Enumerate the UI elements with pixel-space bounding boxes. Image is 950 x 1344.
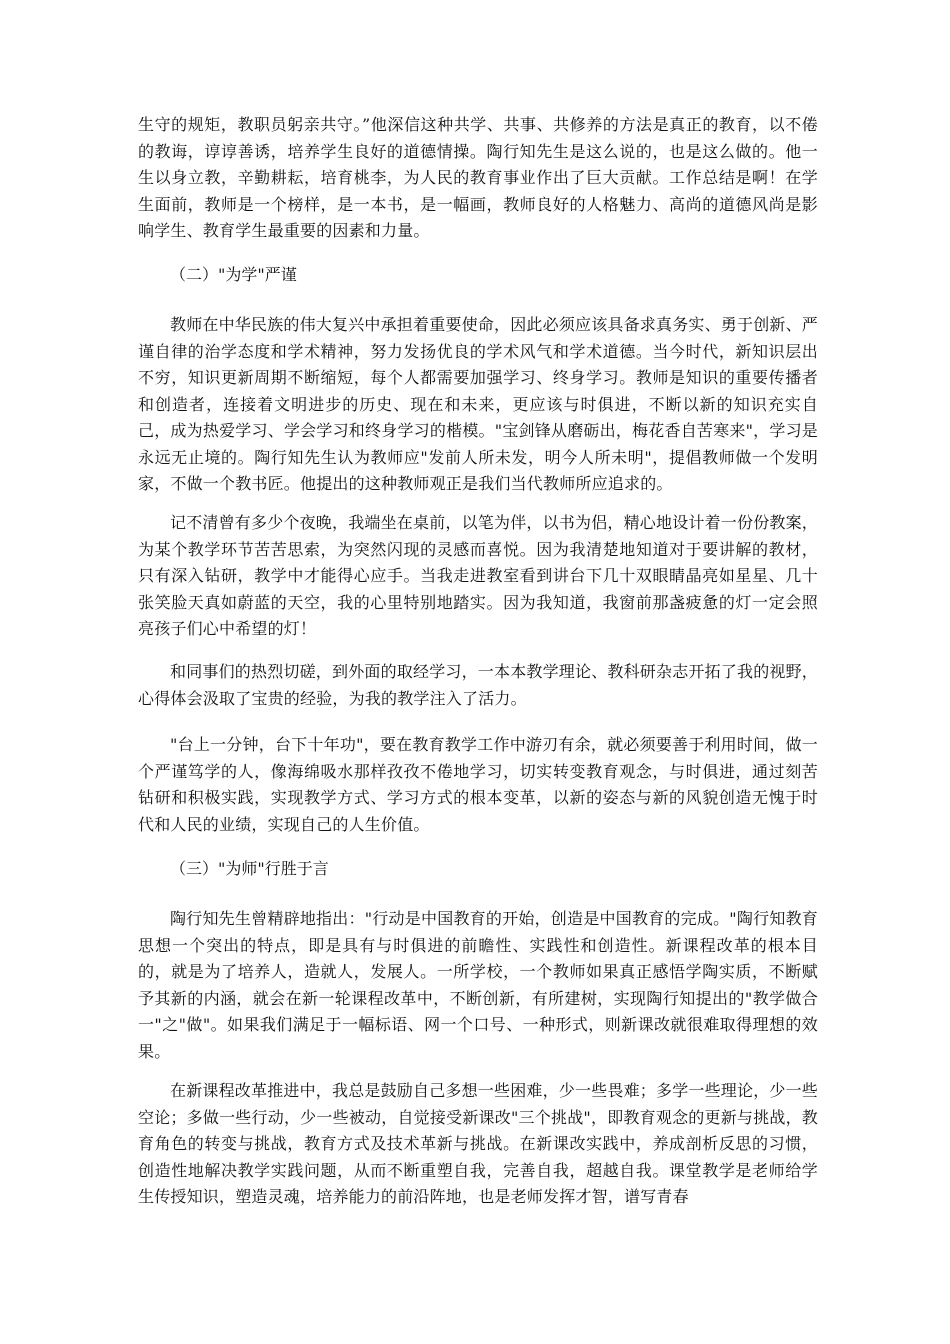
paragraph-2a: 教师在中华民族的伟大复兴中承担着重要使命，因此必须应该具备求真务实、勇于创新、严谨自律的治学态度和学术精神，努力发扬优良的学术风气和学术道德。当今时代，新知识层出不穷，知识更新周期不断缩短，每个人都需要加强学习、终身学习。教师是知识的重要传播者和创造者，连接着文明进步的历史、现在和未来，更应该与时俱进，不断以新的知识充实自己，成为热爱学习、学会学习和终身学习的楷模。"宝剑锋从磨砺出，梅花香自苦寒来"，学习是永远无止境的。陶行知先生认为教师应"发前人所未发，明今人所未明"，提倡教师做一个发明家，不做一个教书匠。他提出的这种教师观正是我们当代教师所应追求的。 [138, 315, 819, 493]
section-heading-3: （三）"为师"行胜于言 [170, 859, 329, 878]
section-heading-2: （二）"为学"严谨 [170, 265, 297, 284]
paragraph-3b: 在新课程改革推进中，我总是鼓励自己多想一些困难，少一些畏难；多学一些理论，少一些空论；多做一些行动，少一些被动，自觉接受新课改"三个挑战"，即教育观念的更新与挑战，教育角色的转变与挑战，教育方式及技术革新与挑战。在新课改实践中，养成剖析反思的习惯，创造性地解决教学实践问题，从而不断重塑自我，完善自我，超越自我。课堂教学是老师给学生传授知识，塑造灵魂，培养能力的前沿阵地，也是老师发挥才智，谱写青春 [138, 1081, 819, 1206]
paragraph-3a: 陶行知先生曾精辟地指出："行动是中国教育的开始，创造是中国教育的完成。"陶行知教育思想一个突出的特点，即是具有与时俱进的前瞻性、实践性和创造性。新课程改革的根本目的，就是为了培养人，造就人，发展人。一所学校，一个教师如果真正感悟学陶实质，不断赋予其新的内涵，就会在新一轮课程改革中，不断创新，有所建树，实现陶行知提出的"教学做合一"之"做"。如果我们满足于一幅标语、网一个口号、一种形式，则新课改就很难取得理想的效果。 [138, 909, 818, 1061]
paragraph-2d: "台上一分钟，台下十年功"，要在教育教学工作中游刃有余，就必须要善于利用时间，做一个严谨笃学的人，像海绵吸水那样孜孜不倦地学习，切实转变教育观念，与时俱进，通过刻苦钻研和积极实践，实现教学方式、学习方式的根本变革，以新的姿态与新的风貌创造无愧于时代和人民的业绩，实现自己的人生价值。 [138, 735, 818, 834]
paragraph-2c: 和同事们的热烈切磋，到外面的取经学习，一本本教学理论、教科研杂志开拓了我的视野，心得体会汲取了宝贵的经验，为我的教学注入了活力。 [138, 662, 819, 708]
paragraph-2b: 记不清曾有多少个夜晚，我端坐在桌前，以笔为伴，以书为侣，精心地设计着一份份教案，为某个教学环节苦苦思索，为突然闪现的灵感而喜悦。因为我清楚地知道对于要讲解的教材，只有深入钻研，教学中才能得心应手。当我走进教室看到讲台下几十双眼睛晶亮如星星、几十张笑脸天真如蔚蓝的天空，我的心里特别地踏实。因为我知道，我窗前那盏疲惫的灯一定会照亮孩子们心中希望的灯！ [138, 513, 819, 638]
paragraph-continuation: 生守的规矩，教职员躬亲共守。”他深信这种共学、共事、共修养的方法是真正的教育，以不倦的教诲，谆谆善诱，培养学生良好的道德情操。陶行知先生是这么说的，也是这么做的。他一生以身立教，辛勤耕耘，培育桃李，为人民的教育事业作出了巨大贡献。工作总结是啊！在学生面前，教师是一个榜样，是一本书，是一幅画，教师良好的人格魅力、高尚的道德风尚是影响学生、教育学生最重要的因素和力量。 [138, 115, 818, 240]
